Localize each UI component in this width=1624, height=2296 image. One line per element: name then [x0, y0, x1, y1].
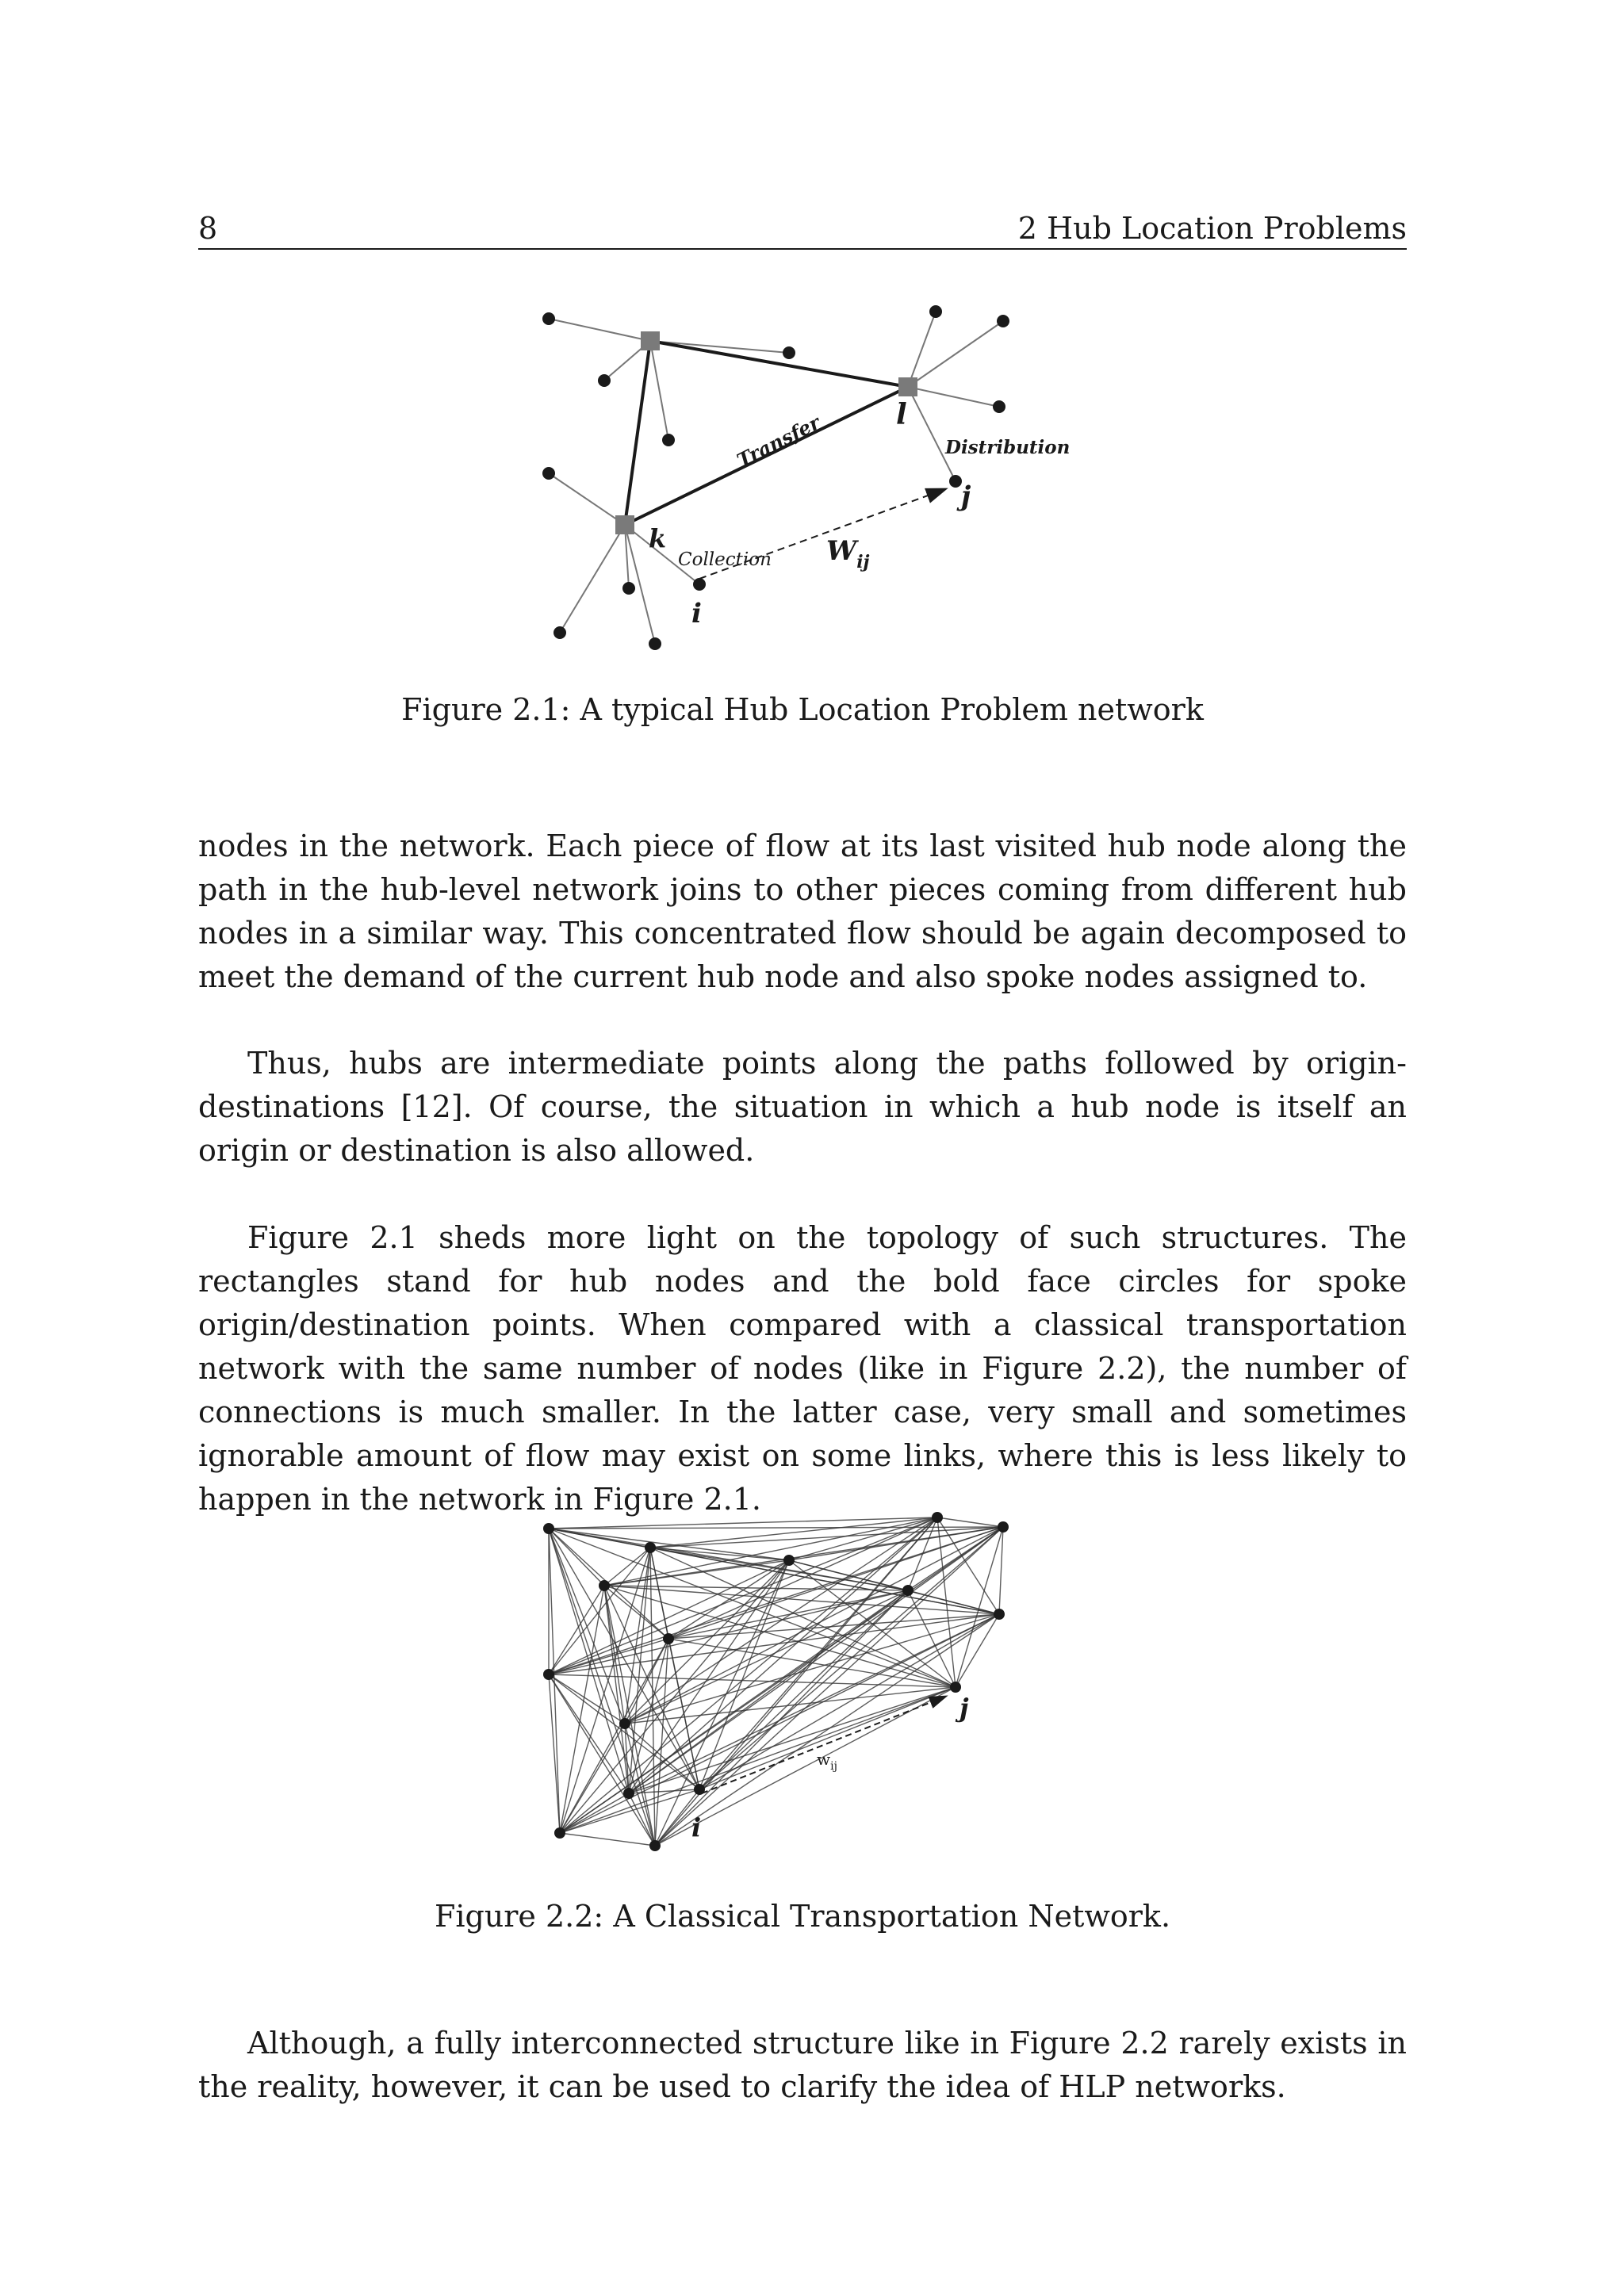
network-link [604, 1586, 956, 1687]
label-flow: $W_{ij}$ [826, 535, 870, 572]
network-node [950, 1682, 961, 1693]
label-node-i: i [691, 1812, 702, 1843]
spoke-link [650, 341, 668, 440]
hub-link [650, 341, 908, 387]
paragraph: Although, a fully interconnected structure like in Figure 2.2 rarely exists in the reality, however, it can be used to clarify the idea of HLP networks. [198, 2026, 1407, 2104]
network-node [649, 1840, 661, 1851]
label-hub-l: l [896, 398, 907, 431]
network-node [543, 1523, 554, 1534]
network-link [629, 1687, 956, 1793]
network-link [650, 1548, 908, 1590]
spoke-node [598, 374, 611, 387]
spoke-node [553, 626, 566, 639]
network-node [902, 1585, 914, 1596]
spoke-link [549, 319, 650, 341]
network-link [549, 1674, 560, 1833]
network-node [932, 1512, 943, 1523]
network-link [549, 1674, 699, 1789]
running-head [198, 208, 1407, 249]
page-number: 8 [198, 211, 218, 246]
network-node [694, 1784, 705, 1795]
header-rule [198, 248, 1407, 250]
spoke-link [908, 321, 1003, 387]
network-link [629, 1639, 668, 1793]
label-transfer: Transfer [733, 410, 824, 473]
figure1-caption: Figure 2.1: A typical Hub Location Problem network [401, 692, 1204, 727]
network-link [604, 1586, 668, 1639]
spoke-node [649, 637, 661, 650]
spoke-nodes [542, 305, 1009, 650]
label-node-j: j [961, 480, 971, 512]
label-collection: Collection [678, 549, 772, 570]
network-link [629, 1793, 655, 1846]
network-link [789, 1517, 937, 1560]
spoke-node [662, 434, 675, 446]
spoke-link [908, 387, 999, 407]
spoke-link [908, 387, 956, 481]
network-node [783, 1555, 795, 1566]
network-link [668, 1517, 937, 1639]
spoke-link [908, 312, 936, 387]
figure2-caption: Figure 2.2: A Classical Transportation Network. [434, 1899, 1171, 1934]
spoke-links [549, 312, 1003, 644]
spoke-node [997, 315, 1009, 327]
hub-node [898, 377, 917, 396]
network-link [699, 1614, 999, 1789]
network-node [663, 1633, 674, 1644]
figure-transportation-network [523, 1506, 1063, 1871]
paragraph: Figure 2.1 sheds more light on the topology of such structures. The rectangles stand for hub nodes and the bold face circles for spoke origin/destination points. When compared with a classical transportation network with the same number of nodes (like in Figure 2.2), the number of connections is much smaller. In the latter case, very small and sometimes ignorable amount of flow may exist on some links, where this is less likely to happen in the network in Figure 2.1. [198, 1220, 1407, 1517]
label-distribution: Distribution [945, 437, 1071, 458]
network-node [599, 1580, 610, 1591]
spoke-node [929, 305, 942, 318]
network-node [645, 1542, 656, 1553]
spoke-node [542, 467, 555, 480]
label-node-j: j [959, 1693, 969, 1723]
hub-node [641, 331, 660, 350]
hub-link [625, 341, 650, 525]
label-hub-k: k [649, 523, 667, 553]
paragraph: nodes in the network. Each piece of flow at its last visited hub node along the path in the hub-level network joins to other pieces coming from different hub nodes in a similar way. This concentrated flow should be again decomposed to meet the demand of the current hub node and also spoke nodes assigned to. [198, 828, 1407, 994]
network-link [604, 1586, 999, 1614]
network-node [623, 1788, 634, 1799]
network-link [560, 1833, 655, 1846]
paragraph: Thus, hubs are intermediate points along the paths followed by origin-destinations [12]. Of course, the situation in which a hub node is itself an origin or destination is also allowed. [198, 1046, 1407, 1168]
chapter-title: 2 Hub Location Problems [1017, 211, 1407, 246]
spoke-link [650, 341, 789, 353]
network-link [549, 1527, 1003, 1529]
network-node [543, 1669, 554, 1680]
network-link [699, 1687, 956, 1789]
network-link [937, 1517, 1003, 1527]
network-link [549, 1639, 668, 1674]
network-node [619, 1718, 630, 1729]
label-node-i: i [691, 598, 702, 629]
network-link [655, 1560, 789, 1846]
spoke-link [549, 473, 625, 525]
network-node [994, 1609, 1005, 1620]
spoke-node [949, 475, 962, 488]
spoke-node [993, 400, 1005, 413]
spoke-link [560, 525, 625, 633]
spoke-node [622, 582, 635, 595]
figure-hub-network [523, 293, 1094, 666]
spoke-node [693, 578, 706, 591]
network-link [549, 1614, 999, 1674]
network-node [554, 1827, 565, 1839]
network-link [655, 1590, 908, 1846]
hub-node [615, 515, 634, 534]
label-flow: $w_{ij}$ [817, 1750, 837, 1773]
network-link [650, 1548, 999, 1614]
spoke-node [542, 312, 555, 325]
network-node [998, 1521, 1009, 1533]
network-links [549, 1517, 1003, 1846]
spoke-node [783, 346, 795, 359]
network-link [655, 1639, 668, 1846]
